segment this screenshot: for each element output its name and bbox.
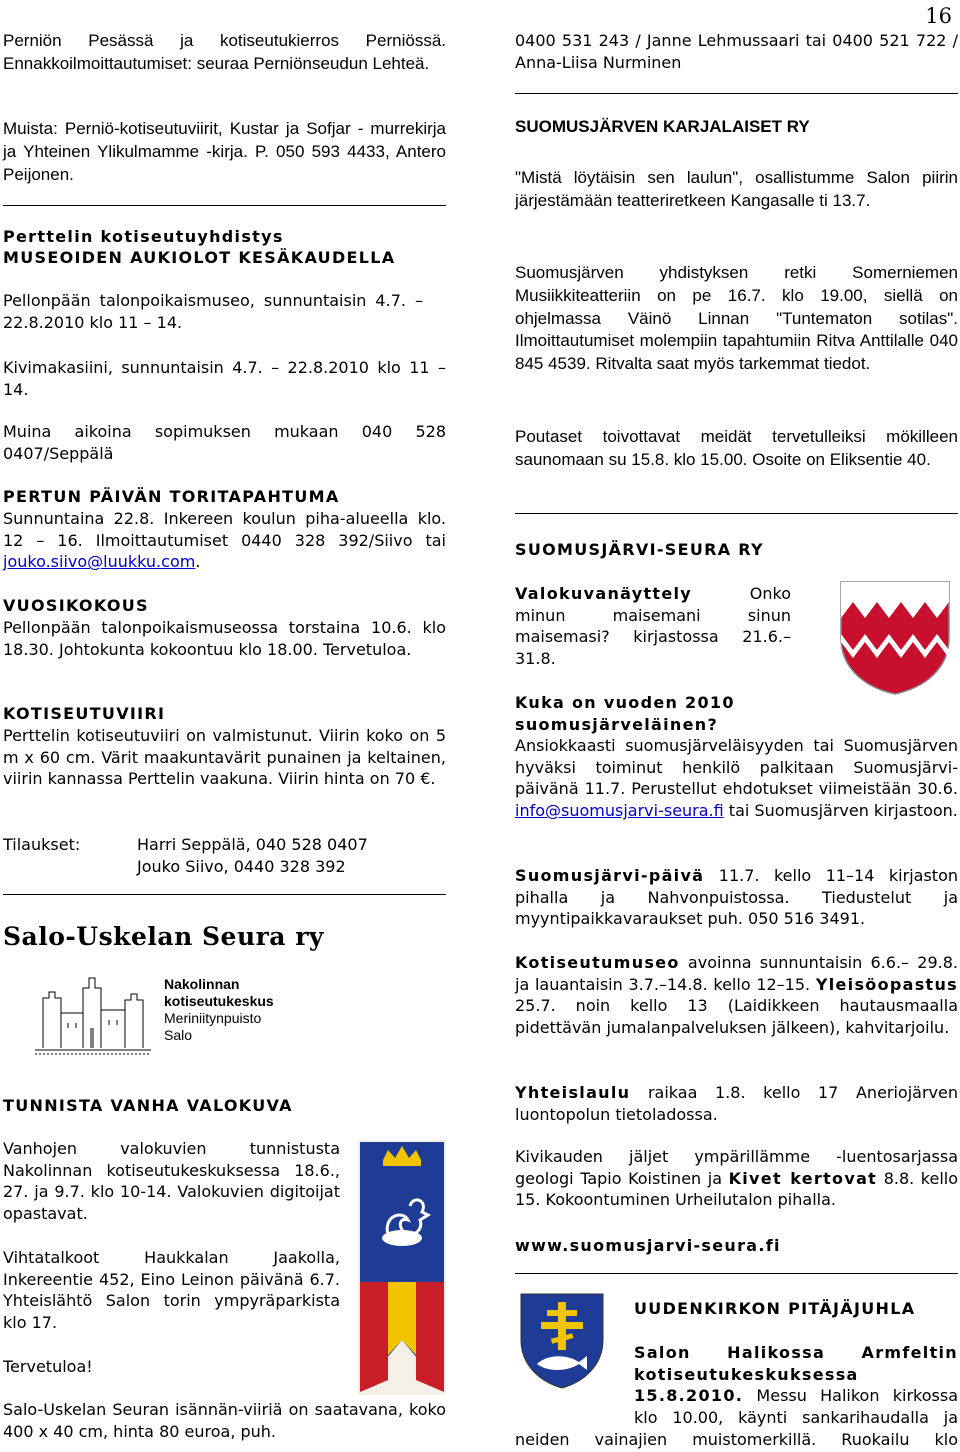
uusikirkko-text-a	[634, 1342, 958, 1430]
vihta-text: Vihtatalkoot Haukkalan Jaakolla, Inkereentie 452, Eino Leinon päivänä 6.7. Yhteislähtö Salon torin ympyräparkista klo 17.	[3, 1248, 340, 1333]
divider	[3, 894, 446, 895]
tilaukset-label: Tilaukset:	[3, 835, 81, 854]
logo-line1: Nakolinnan	[164, 976, 240, 992]
karjalaiset-p2: Suomusjärven yhdistyksen retki Somerniemen Musiikkiteatteriin on pe 16.7. klo 19.00, siellä on ohjelmassa Väinö Linnan "Tuntematon sotilas". Ilmoittautumiset molempiin tapahtumiin Ritva Anttilalle 040 845 4539. Ritvalta saat myös tarkemmat tiedot.	[515, 263, 958, 374]
nakolinna-logo	[33, 968, 333, 1058]
karjalaiset-p3: Poutaset toivottavat meidät tervetulleiksi mökilleen saunomaan su 15.8. klo 15.00. Osoite on Eliksentie 40.	[515, 427, 958, 469]
vuosi-text: Pellonpään talonpoikaismuseossa torstaina 10.6. klo 18.30. Johtokunta kokoontuu klo 18.00. Tervetuloa.	[3, 618, 446, 659]
tori-end: .	[195, 552, 201, 572]
coat-of-arms-image	[837, 578, 953, 696]
uusikirkko-arms-image	[517, 1290, 607, 1390]
tori-text	[3, 508, 446, 573]
kivi-text	[515, 1146, 958, 1211]
nayttely-text	[515, 583, 791, 670]
divider	[3, 205, 446, 206]
kuka-text	[515, 735, 958, 822]
logo-line2: kotiseutukeskus	[164, 993, 274, 1009]
shield-icon	[837, 578, 953, 696]
pennant-image	[358, 1140, 446, 1395]
nayttely-bold: Valokuvanäyttely	[515, 584, 693, 603]
perttelin-title: Perttelin kotiseutuyhdistys	[3, 227, 284, 246]
nayttely-body: Onko minun maisemani sinun maisemasi? kirjastossa 21.6.– 31.8.	[515, 584, 791, 669]
viiri-title: KOTISEUTUVIIRI	[3, 704, 166, 723]
kuka-end: tai Suomusjärven kirjastoon.	[723, 801, 958, 821]
karjalaiset-p1: "Mistä löytäisin sen laulun", osallistumme Salon piirin järjestämään teatteriretkeen Kangasalle ti 13.7.	[515, 168, 958, 210]
valokuva-text: Vanhojen valokuvien tunnistusta Nakolinnan kotiseutukeskuksessa 18.6., 27. ja 9.7. klo 10-14. Valokuvien digitoijat opastavat.	[3, 1139, 340, 1224]
tori-email-link[interactable]: jouko.siivo@luukku.com	[3, 552, 196, 572]
uusikirkko-body: Messu Halikon kirkossa klo 10.00, käynti sankarihaudalla ja	[634, 1386, 958, 1428]
divider	[515, 513, 958, 514]
museo2-text: Kivimakasiini, sunnuntaisin 4.7. – 22.8.2010 klo 11 – 14.	[3, 358, 446, 399]
valokuva-title: TUNNISTA VANHA VALOKUVA	[3, 1096, 293, 1115]
divider	[515, 93, 958, 94]
kivi-body1: Kivikauden jäljet ympärillämme -luentosarjassa geologi Tapio Koistinen ja	[515, 1147, 958, 1188]
viiri-text: Perttelin kotiseutuviiri on valmistunut. Viirin koko on 5 m x 60 cm. Värit maakuntavärit punainen ja keltainen, viirin kannassa Perttelin vaakuna. Viirin hinta on 70 €.	[3, 726, 446, 789]
kivi-body2: 8.8. kello 15. Kokoontuminen Urheilutalon pihalla.	[515, 1168, 959, 1210]
uusikirkko-title: UUDENKIRKON PITÄJÄJUHLA	[634, 1299, 916, 1318]
opastus-body: 25.7. noin kello 13 (Laidikkeen hautausmaalla pidettävän jumalanpalveluksen jälkeen), kahvitarjoilu.	[515, 996, 958, 1038]
logo-line3: Meriniitynpuisto	[164, 1010, 262, 1026]
opastus-bold: Yleisöopastus	[815, 974, 958, 994]
pennant-flag-icon	[358, 1140, 446, 1395]
viiria-text: Salo-Uskelan Seuran isännän-viiriä on saatavana, koko 400 x 40 cm, hinta 80 euroa, puh.	[3, 1400, 446, 1441]
castle-icon	[33, 968, 153, 1058]
tori-body: Sunnuntaina 22.8. Inkereen koulun piha-alueella klo. 12 – 16. Ilmoittautumiset 0440 328 392/Siivo tai	[3, 509, 446, 550]
intro-text: Perniön Pesässä ja kotiseutukierros Perniössä. Ennakkoilmoittautumiset: seuraa Perniönseudun Lehteä.	[3, 31, 446, 73]
www-link[interactable]: www.suomusjarvi-seura.fi	[515, 1236, 781, 1255]
tilaukset-line2: Jouko Siivo, 0440 328 392	[137, 857, 346, 876]
museo-bold: Kotiseutumuseo	[515, 953, 680, 972]
laulu-body: raikaa 1.8. kello 17 Aneriojärven luontopolun tietoladossa.	[515, 1083, 958, 1124]
muista-text: Muista: Perniö-kotiseutuviirit, Kustar ja Sofjar - murrekirja ja Yhteinen Ylikulmamme -kirja. P. 050 593 4433, Antero Peijonen.	[3, 119, 446, 184]
vuosi-title: VUOSIKOKOUS	[3, 596, 149, 615]
karjalaiset-title: SUOMUSJÄRVEN KARJALAISET RY	[515, 117, 810, 136]
kuka-body: Ansiokkaasti suomusjärveläisyyden tai Suomusjärven hyväksi toiminut henkilö palkitaan Suomusjärvi-päivänä 11.7. Perustellut ehdotukset viimeistään 30.6.	[515, 736, 958, 799]
logo-line4: Salo	[164, 1027, 193, 1043]
tori-title: PERTUN PÄIVÄN TORITAPAHTUMA	[3, 487, 340, 506]
paiva-body: 11.7. kello 11–14 kirjaston pihalla ja Nahvonpuistossa. Tiedustelut ja myyntipaikkavaraukset puh. 050 516 3491.	[515, 866, 958, 929]
tervetuloa-text: Tervetuloa!	[3, 1357, 93, 1376]
laulu-bold: Yhteislaulu	[515, 1083, 631, 1102]
uusikirkko-bold: Salon Halikossa Armfeltin kotiseutukeskuksessa 15.8.2010.	[634, 1343, 958, 1406]
museo1-text: Pellonpään talonpoikaismuseo, sunnuntaisin 4.7. – 22.8.2010 klo 11 – 14.	[3, 291, 423, 332]
kuka-email-link[interactable]: info@suomusjarvi-seura.fi	[515, 801, 724, 821]
seura-title: SUOMUSJÄRVI-SEURA RY	[515, 540, 764, 559]
paiva-text	[515, 865, 958, 930]
uusikirkko-text-b: neiden vainajien muistomerkillä. Ruokailu klo	[515, 1430, 958, 1449]
paiva-bold: Suomusjärvi-päivä	[515, 866, 705, 885]
museo-body: avoinna sunnuntaisin 6.6.– 29.8. ja lauantaisin 3.7.–14.8. kello 12–15.	[515, 953, 958, 994]
cross-shield-icon	[517, 1290, 607, 1390]
museum-hours-title: MUSEOIDEN AUKIOLOT KESÄKAUDELLA	[3, 248, 396, 267]
tilaukset-line1: Harri Seppälä, 040 528 0407	[137, 835, 368, 854]
museo-text	[515, 952, 958, 1039]
page-number: 16	[925, 4, 952, 28]
kuka-title: Kuka on vuoden 2010 suomusjärveläinen?	[515, 693, 735, 734]
salo-heading: Salo-Uskelan Seura ry	[3, 922, 324, 951]
laulu-text	[515, 1082, 958, 1125]
muina-text: Muina aikoina sopimuksen mukaan 040 528 0407/Seppälä	[3, 422, 446, 463]
contact-text: 0400 531 243 / Janne Lehmussaari tai 0400 521 722 / Anna-Liisa Nurminen	[515, 31, 958, 72]
divider	[515, 1273, 958, 1274]
kivi-bold: Kivet kertovat	[728, 1168, 878, 1188]
